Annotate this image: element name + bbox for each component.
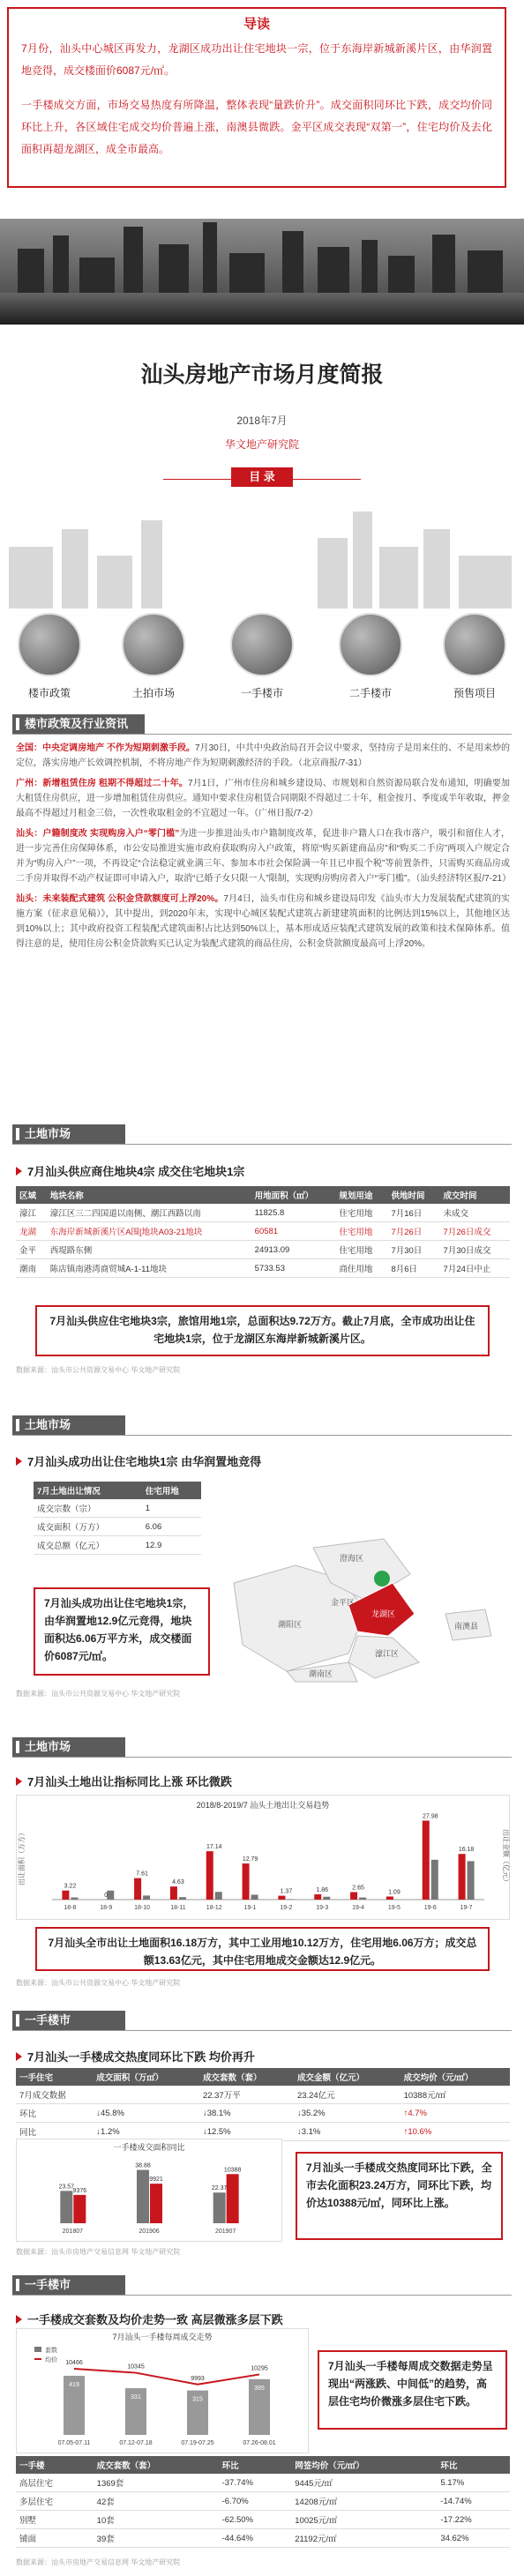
section-header-new-home-2: 一手楼市 — [12, 2275, 125, 2295]
map-label: 潮南区 — [309, 1669, 333, 1678]
tick-label: 19-5 — [387, 1905, 400, 1911]
section-rule — [12, 2030, 512, 2031]
bar-area — [213, 2192, 226, 2223]
data-label: 331 — [131, 2394, 141, 2401]
bar-price — [73, 2195, 86, 2223]
tick-label: 07.19-07.25 — [181, 2440, 214, 2446]
bar-amount — [215, 1892, 222, 1900]
map-label: 南澳县 — [454, 1622, 479, 1631]
tick-label: 19-1 — [243, 1905, 257, 1911]
bar-area — [423, 1820, 430, 1900]
toc-label: 二手楼市 — [348, 687, 392, 699]
land-deal-table: 7月土地出让情况 住宅用地 成交宗数（宗） 1 成交面积（万方） 6.06 成交总额（亿元） 12.9 — [34, 1482, 201, 1555]
bar-area — [459, 1854, 466, 1900]
tick-label: 201907 — [214, 2229, 236, 2235]
table-row: 7月成交数据 22.37万平 23.24亿元 10388元/㎡ — [16, 2086, 510, 2104]
toc-item-land[interactable] — [109, 613, 198, 700]
toc-label: 楼市政策 — [27, 687, 71, 699]
table-row: 成交宗数（宗） 1 — [34, 1499, 201, 1518]
bar-amount — [431, 1860, 438, 1900]
policy-item: 汕头：户籍制度改 实现购房入户“零门槛”为进一步推进汕头市户籍制度改革，促进非户籍人口在我市落户，吸引和留住人才，进一步完善住房保障体系，市公安局推进实施市政府获取购房入户政策，将原“购买新建商品房”和“购买二手房”两项入户规定合并为“购房入户”一项，不再设定“合法稳定就业满三年、参加本市社会保险满一年且已申报个税”等前置条件，只需购买商品房或二手房并取得不动产权证即可申请入户，取消“已婚子女只限一人”限制，实现购房购房者入户“零门槛”。（汕头经济特区报/7-21） — [16, 829, 512, 884]
report-title: 汕头房地产市场月度简报 — [140, 362, 384, 387]
guide-box — [7, 7, 506, 188]
section-rule — [12, 1144, 512, 1145]
new-home-summary-table: 一手住宅 成交面积（万㎡） 成交套数（套） 成交金额（亿元） 成交均价（元/㎡） 7月成交数据 22.37万平 23.24亿元 10388元/㎡ 环比 ↓45.8% ↓38.1% ↓35.2% ↑4.7% 同比 ↓1.2% ↓12.5% ↓3.1% ↑10.6% — [16, 2068, 510, 2141]
toc-label: 预售项目 — [453, 687, 496, 699]
tick-label: 18-11 — [170, 1905, 186, 1911]
section-rule — [12, 1435, 512, 1436]
section-rule — [12, 734, 512, 735]
data-label: 315 — [192, 2396, 203, 2403]
land-trend-note: 7月汕头全市出让土地面积16.18万方，其中工业用地10.12万方，住宅用地6.06万方；成交总额13.63亿元，其中住宅用地成交金额达12.9亿元。 — [35, 1927, 490, 1971]
tick-label: 19-3 — [316, 1905, 329, 1911]
map-label: 潮阳区 — [278, 1620, 303, 1629]
weekly-type-table: 一手楼 成交套数（套） 环比 网签均价（元/㎡） 环比 高层住宅 1369套 -37.74% 9445元/㎡ 5.17% 多层住宅 42套 -6.70% 14208元/㎡ -14.74% 别墅 10套 -62.50% 10025元/㎡ -17.22% 铺面 39套 -44.64% 21192元/㎡ 34.62% — [16, 2456, 510, 2548]
toc-item-policy[interactable] — [5, 613, 94, 700]
chart-title: 一手楼成交面积同比 — [113, 2143, 185, 2152]
section-header-land-2: 土地市场 — [12, 1415, 125, 1435]
data-label: 4.63 — [172, 1879, 184, 1886]
bar-amount — [143, 1895, 150, 1900]
chart-title: 7月汕头一手楼每周成交走势 — [112, 2333, 213, 2341]
tick-label: 18-9 — [100, 1905, 113, 1911]
data-label: 17.14 — [206, 1844, 222, 1851]
data-label: 419 — [69, 2381, 79, 2388]
weekly-chart-box — [16, 2328, 309, 2453]
y2-axis-label: 出让金额（亿元） — [502, 1829, 510, 1885]
bar-area — [137, 2170, 149, 2223]
land-deal-note: 7月汕头成功出让住宅地块1宗，由华润置地12.9亿元竞得，地块面积达6.06万平方米，成交楼面价6087元/㎡。 — [34, 1587, 210, 1676]
bar-area — [278, 1896, 285, 1900]
bar-area — [62, 1891, 69, 1900]
map-label: 龙湖区 — [371, 1609, 396, 1618]
bar-amount — [251, 1894, 258, 1900]
report-org: 华文地产研究院 — [224, 438, 299, 451]
guide-title: 导读 — [243, 17, 270, 32]
data-label: 10388 — [223, 2167, 242, 2174]
new-home-yoy-chart — [17, 2139, 281, 2241]
tick-label: 19-2 — [280, 1905, 293, 1911]
data-label: 9376 — [72, 2187, 87, 2194]
bar-area — [386, 1897, 393, 1900]
section-subtitle: 7月汕头成功出让住宅地块1宗 由华润置地竞得 — [16, 1452, 261, 1469]
land-supply-table: 区域 地块名称 用地面积（㎡） 规划用途 供地时间 成交时间 濠江 濠江区三二四国道以南侧、潮江西路以南 11825.8 住宅用地 7月16日 未成交 龙湖 东海岸新城新溪片区A围[地块A03-21地块 60581 住宅用地 7月26日 7月26日成交 金平 西堤路东侧 24913.09 住宅用地 7月30日 7月30日成交 潮南 陈店镇南港湾商贸城A-1-11地块 5733.53 商住用地 8月6日 7月24日中止 — [16, 1186, 510, 1278]
guide-paragraph-2: 一手楼成交方面，市场交易热度有所降温，整体表现“量跌价升”。成交面积同环比下跌，成交均价同环比上升，各区域住宅成交均价普遍上涨，南澳县微跌。金平区成交表现“双第一”，住宅均价及去化面积再超龙湖区，成全市最高。 — [21, 99, 492, 155]
policy-list — [16, 741, 510, 957]
bar-area — [134, 1878, 141, 1900]
data-label: 38.88 — [135, 2162, 151, 2169]
table-row: 铺面 39套 -44.64% 21192元/㎡ 34.62% — [16, 2529, 510, 2548]
data-label: 3.22 — [64, 1883, 77, 1890]
chart-title: 2018/8-2019/7 汕头土地出让交易趋势 — [196, 1801, 330, 1810]
toc-label: 一手楼市 — [240, 687, 283, 699]
toc-item-resale[interactable] — [326, 613, 415, 700]
table-row: 成交面积（万方） 6.06 — [34, 1518, 201, 1536]
land-trend-chart-box — [16, 1795, 510, 1920]
land-note: 7月汕头供应住宅地块3宗，旅馆用地1宗，总面积达9.72万方。截止7月底，全市成功出让住宅地块1宗，位于龙湖区东海岸新城新溪片区。 — [35, 1305, 490, 1356]
section-rule — [12, 1757, 512, 1758]
section-subtitle: 7月汕头供应商住地块4宗 成交住宅地块1宗 — [16, 1162, 244, 1179]
weekly-chart — [17, 2329, 308, 2453]
tick-label: 18-8 — [64, 1905, 77, 1911]
table-row: 龙湖 东海岸新城新溪片区A围[地块A03-21地块 60581 住宅用地 7月26日 7月26日成交 — [16, 1222, 510, 1241]
table-row: 别墅 10套 -62.50% 10025元/㎡ -17.22% — [16, 2511, 510, 2529]
map-label: 濠江区 — [375, 1649, 400, 1658]
new-home-yoy-chart-box — [16, 2139, 282, 2242]
bar-price — [227, 2174, 239, 2223]
table-row: 高层住宅 1369套 -37.74% 9445元/㎡ 5.17% — [16, 2474, 510, 2492]
data-label: 12.79 — [242, 1856, 258, 1863]
tick-label: 19-6 — [423, 1905, 437, 1911]
legend-swatch — [34, 2347, 41, 2352]
table-row: 濠江 濠江区三二四国道以南侧、潮江西路以南 11825.8 住宅用地 7月16日 未成交 — [16, 1204, 510, 1222]
data-label: 1.37 — [280, 1888, 293, 1895]
table-row: 环比 ↓45.8% ↓38.1% ↓35.2% ↑4.7% — [16, 2104, 510, 2123]
bar-amount — [179, 1897, 186, 1900]
table-row: 多层住宅 42套 -6.70% 14208元/㎡ -14.74% — [16, 2492, 510, 2511]
data-label: 395 — [254, 2385, 265, 2392]
y-axis-label: 出让面积（万方） — [18, 1829, 26, 1885]
data-label: 2.65 — [352, 1885, 364, 1892]
table-row: 同比 ↓1.2% ↓12.5% ↓3.1% ↑10.6% — [16, 2123, 510, 2141]
legend-label: 均价 — [45, 2357, 57, 2363]
source-note: 数据来源：汕头市房地产交易信息网 华文地产研究院 — [16, 2248, 181, 2256]
source-note: 数据来源：汕头市房地产交易信息网 华文地产研究院 — [16, 2558, 181, 2566]
toc-nav — [0, 613, 524, 699]
toc-item-presale[interactable] — [430, 613, 519, 700]
bar-area — [170, 1886, 177, 1900]
data-label: 16.18 — [458, 1847, 475, 1854]
bar-amount — [323, 1897, 330, 1900]
section-rule — [12, 2295, 512, 2296]
policy-item: 广州：新增租赁住房 租期不得超过二十年。7月1日，广州市住房和城乡建设局、市规划和自然资源局联合发布通知，明确要加大租赁住房供应，进一步增加租赁住房供应。通知中要求住房租赁合同期限不得超过二十年，租金按月、季度或半年收取，押金最高不得超过月租金三倍，一次性收取租金的不宜超过一年。（广州日报/7-2） — [16, 779, 511, 818]
section-subtitle: 7月汕头一手楼成交热度同环比下跌 均价再升 — [16, 2048, 255, 2065]
toc-badge: 目 录 — [231, 467, 293, 487]
source-note: 数据来源：汕头市公共资源交易中心 华文地产研究院 — [16, 1690, 181, 1698]
source-note: 数据来源：汕头市公共资源交易中心 华文地产研究院 — [16, 1979, 181, 1987]
city-illustration — [0, 494, 524, 609]
tick-label: 201906 — [138, 2229, 160, 2235]
tick-label: 07.12-07.18 — [119, 2440, 153, 2446]
section-header-land: 土地市场 — [12, 1124, 125, 1144]
data-label: 10345 — [127, 2363, 145, 2371]
data-label: 1.86 — [316, 1887, 329, 1894]
bar-area — [206, 1851, 213, 1900]
table-row: 潮南 陈店镇南港湾商贸城A-1-11地块 5733.53 商住用地 8月6日 7月24日中止 — [16, 1259, 510, 1278]
map-label: 金平区 — [331, 1598, 356, 1607]
data-label: 22.37 — [211, 2185, 228, 2192]
land-trend-chart — [17, 1796, 509, 1919]
data-label: 27.98 — [422, 1813, 438, 1820]
tick-label: 19-4 — [352, 1905, 365, 1911]
bar-amount — [71, 1898, 78, 1900]
bar-area — [60, 2191, 72, 2223]
data-label: 1.09 — [388, 1889, 400, 1896]
bar-area — [243, 1863, 250, 1900]
legend-label: 套数 — [45, 2348, 57, 2354]
tick-label: 18-10 — [134, 1905, 151, 1911]
price-line — [74, 2369, 259, 2385]
bar-price — [150, 2184, 162, 2223]
section-subtitle: 一手楼成交套数及均价走势一致 高层微涨多层下跌 — [16, 2311, 283, 2327]
new-home-note: 7月汕头一手楼成交热度同环比下跌，全市去化面积23.24万方，同环比下跌，均价达10388元/㎡，同环比上涨。 — [296, 2152, 503, 2240]
skyline-banner — [0, 219, 524, 325]
tick-label: 07.05-07.11 — [57, 2440, 91, 2446]
data-label: 9921 — [149, 2177, 163, 2184]
tick-label: 18-12 — [206, 1905, 222, 1911]
map-label: 澄海区 — [340, 1554, 364, 1563]
data-label: 23.57 — [58, 2184, 75, 2191]
tick-label: 19-7 — [460, 1905, 473, 1911]
tick-label: 201807 — [62, 2229, 84, 2235]
bar-amount — [107, 1891, 114, 1900]
weekly-note: 7月汕头一手楼每周成交数据走势呈现出“两涨跌、中间低”的趋势，高层住宅均价微涨多层住宅下跌。 — [318, 2350, 507, 2430]
report-date: 2018年7月 — [236, 414, 288, 427]
policy-item: 汕头：未来装配式建筑 公积金贷款额度可上浮20%。7月4日，汕头市住房和城乡建设局印发《汕头市大力发展装配式建筑的实施方案（征求意见稿）》，其中提出，到2020年末，实现中心城区装配式建筑占新建建筑面积的比例达到15%以上，其他地区达到10%以上；其中政府投资工程装配式建筑面积占比达到50%以上，基本形成适应装配式建筑发展的政策和技术保障体系。值得注意的是，使用住房公积金贷款购买已认定为装配式建筑的商品住房，公积金贷款额度最高可上浮20%。 — [16, 894, 511, 949]
section-header-land-3: 土地市场 — [12, 1737, 125, 1757]
bar-amount — [359, 1898, 366, 1900]
data-label: 0 — [104, 1893, 109, 1899]
bar-amount — [468, 1861, 475, 1900]
shantou-map — [216, 1530, 498, 1684]
section-header-new-home: 一手楼市 — [12, 2011, 125, 2030]
data-label: 7.61 — [136, 1870, 148, 1878]
toc-item-new[interactable] — [218, 613, 306, 700]
data-label: 10466 — [65, 2360, 83, 2367]
bar-area — [350, 1893, 357, 1900]
bar-amount — [287, 1899, 294, 1900]
table-row: 成交总额（亿元） 12.9 — [34, 1536, 201, 1555]
section-header-policy: 楼市政策及行业资讯 — [12, 714, 145, 734]
data-label: 9993 — [191, 2375, 205, 2382]
policy-item: 全国：中央定调房地产 不作为短期刺激手段。7月30日，中共中央政治局召开会议中要求，坚持房子是用来住的、不是用来炒的定位，落实房地产长效调控机制，不将房地产作为短期刺激经济的手段。（北京商报/7-31） — [16, 743, 511, 768]
tick-label: 07.26-08.01 — [243, 2440, 276, 2446]
section-subtitle: 7月汕头土地出让指标同比上涨 环比微跌 — [16, 1773, 232, 1789]
source-note: 数据来源：汕头市公共资源交易中心 华文地产研究院 — [16, 1366, 181, 1374]
toc-label: 土拍市场 — [131, 687, 175, 699]
data-label: 10295 — [251, 2365, 268, 2372]
guide-paragraph-1: 7月份，汕头中心城区再发力，龙湖区成功出让住宅地块一宗，位于东海岸新城新溪片区，由华润置地竞得，成交楼面价6087元/㎡。 — [21, 42, 492, 77]
table-row: 金平 西堤路东侧 24913.09 住宅用地 7月30日 7月30日成交 — [16, 1241, 510, 1259]
bar-area — [314, 1894, 321, 1900]
